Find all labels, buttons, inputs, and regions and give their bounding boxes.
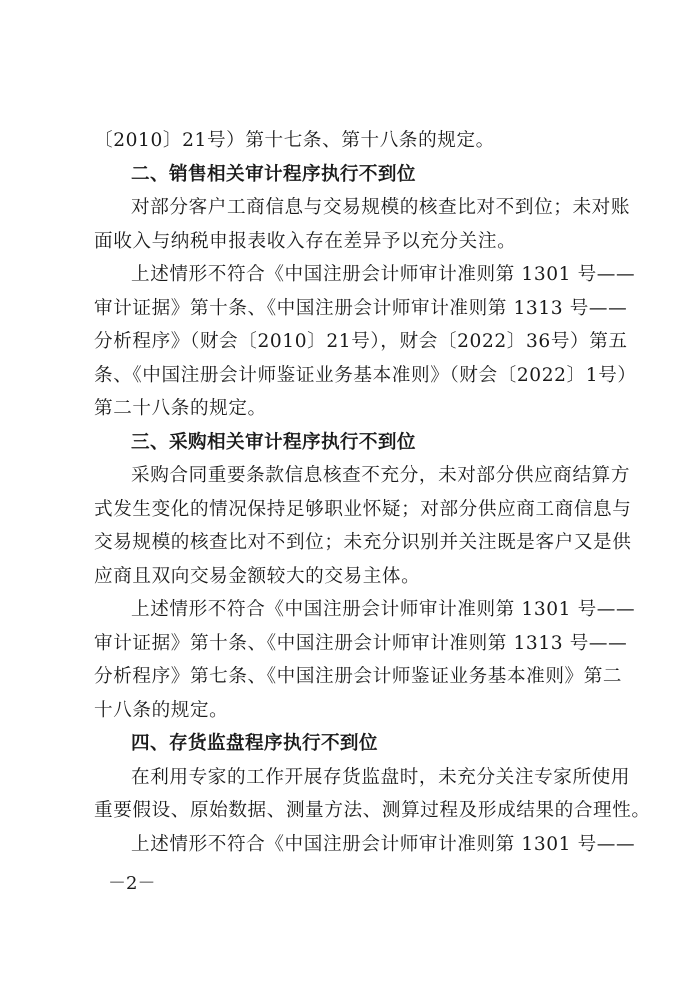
paragraph-line: 上述情形不符合《中国注册会计师审计准则第 1301 号—— bbox=[131, 599, 636, 621]
paragraph-line: 式发生变化的情况保持足够职业怀疑；对部分供应商工商信息与 bbox=[94, 498, 632, 520]
paragraph-line: 对部分客户工商信息与交易规模的核查比对不到位；未对账 bbox=[131, 197, 631, 219]
paragraph-line: 在利用专家的工作开展存货监盘时，未充分关注专家所使用 bbox=[131, 766, 631, 788]
section-heading-inventory: 四、存货监盘程序执行不到位 bbox=[131, 733, 378, 755]
page-number: －2－ bbox=[108, 873, 156, 894]
text-line: 〔2010〕21号）第十七条、第十八条的规定。 bbox=[94, 130, 495, 151]
section-heading-sales: 二、销售相关审计程序执行不到位 bbox=[131, 163, 416, 185]
paragraph-line: 审计证据》第十条、《中国注册会计师审计准则第 1313 号—— bbox=[94, 632, 628, 654]
paragraph-line: 重要假设、原始数据、测量方法、测算过程及形成结果的合理性。 bbox=[94, 800, 651, 822]
paragraph-line: 十八条的规定。 bbox=[94, 699, 229, 721]
paragraph-line: 面收入与纳税申报表收入存在差异予以充分关注。 bbox=[94, 230, 517, 252]
paragraph-line: 第二十八条的规定。 bbox=[94, 398, 267, 420]
paragraph-line: 应商且双向交易金额较大的交易主体。 bbox=[94, 565, 421, 587]
paragraph-line: 上述情形不符合《中国注册会计师审计准则第 1301 号—— bbox=[131, 264, 636, 286]
paragraph-line: 分析程序》（财会〔2010〕21号），财会〔2022〕36号）第五 bbox=[94, 331, 628, 353]
section-heading-procurement: 三、采购相关审计程序执行不到位 bbox=[131, 431, 416, 453]
paragraph-line: 采购合同重要条款信息核查不充分，未对部分供应商结算方 bbox=[131, 465, 631, 487]
paragraph-line: 交易规模的核查比对不到位；未充分识别并关注既是客户又是供 bbox=[94, 532, 632, 554]
paragraph-line: 上述情形不符合《中国注册会计师审计准则第 1301 号—— bbox=[131, 834, 636, 855]
paragraph-line: 审计证据》第十条、《中国注册会计师审计准则第 1313 号—— bbox=[94, 297, 628, 319]
paragraph-line: 条、《中国注册会计师鉴证业务基本准则》（财会〔2022〕1号） bbox=[94, 364, 637, 386]
paragraph-line: 分析程序》第七条、《中国注册会计师鉴证业务基本准则》第二 bbox=[94, 666, 623, 688]
